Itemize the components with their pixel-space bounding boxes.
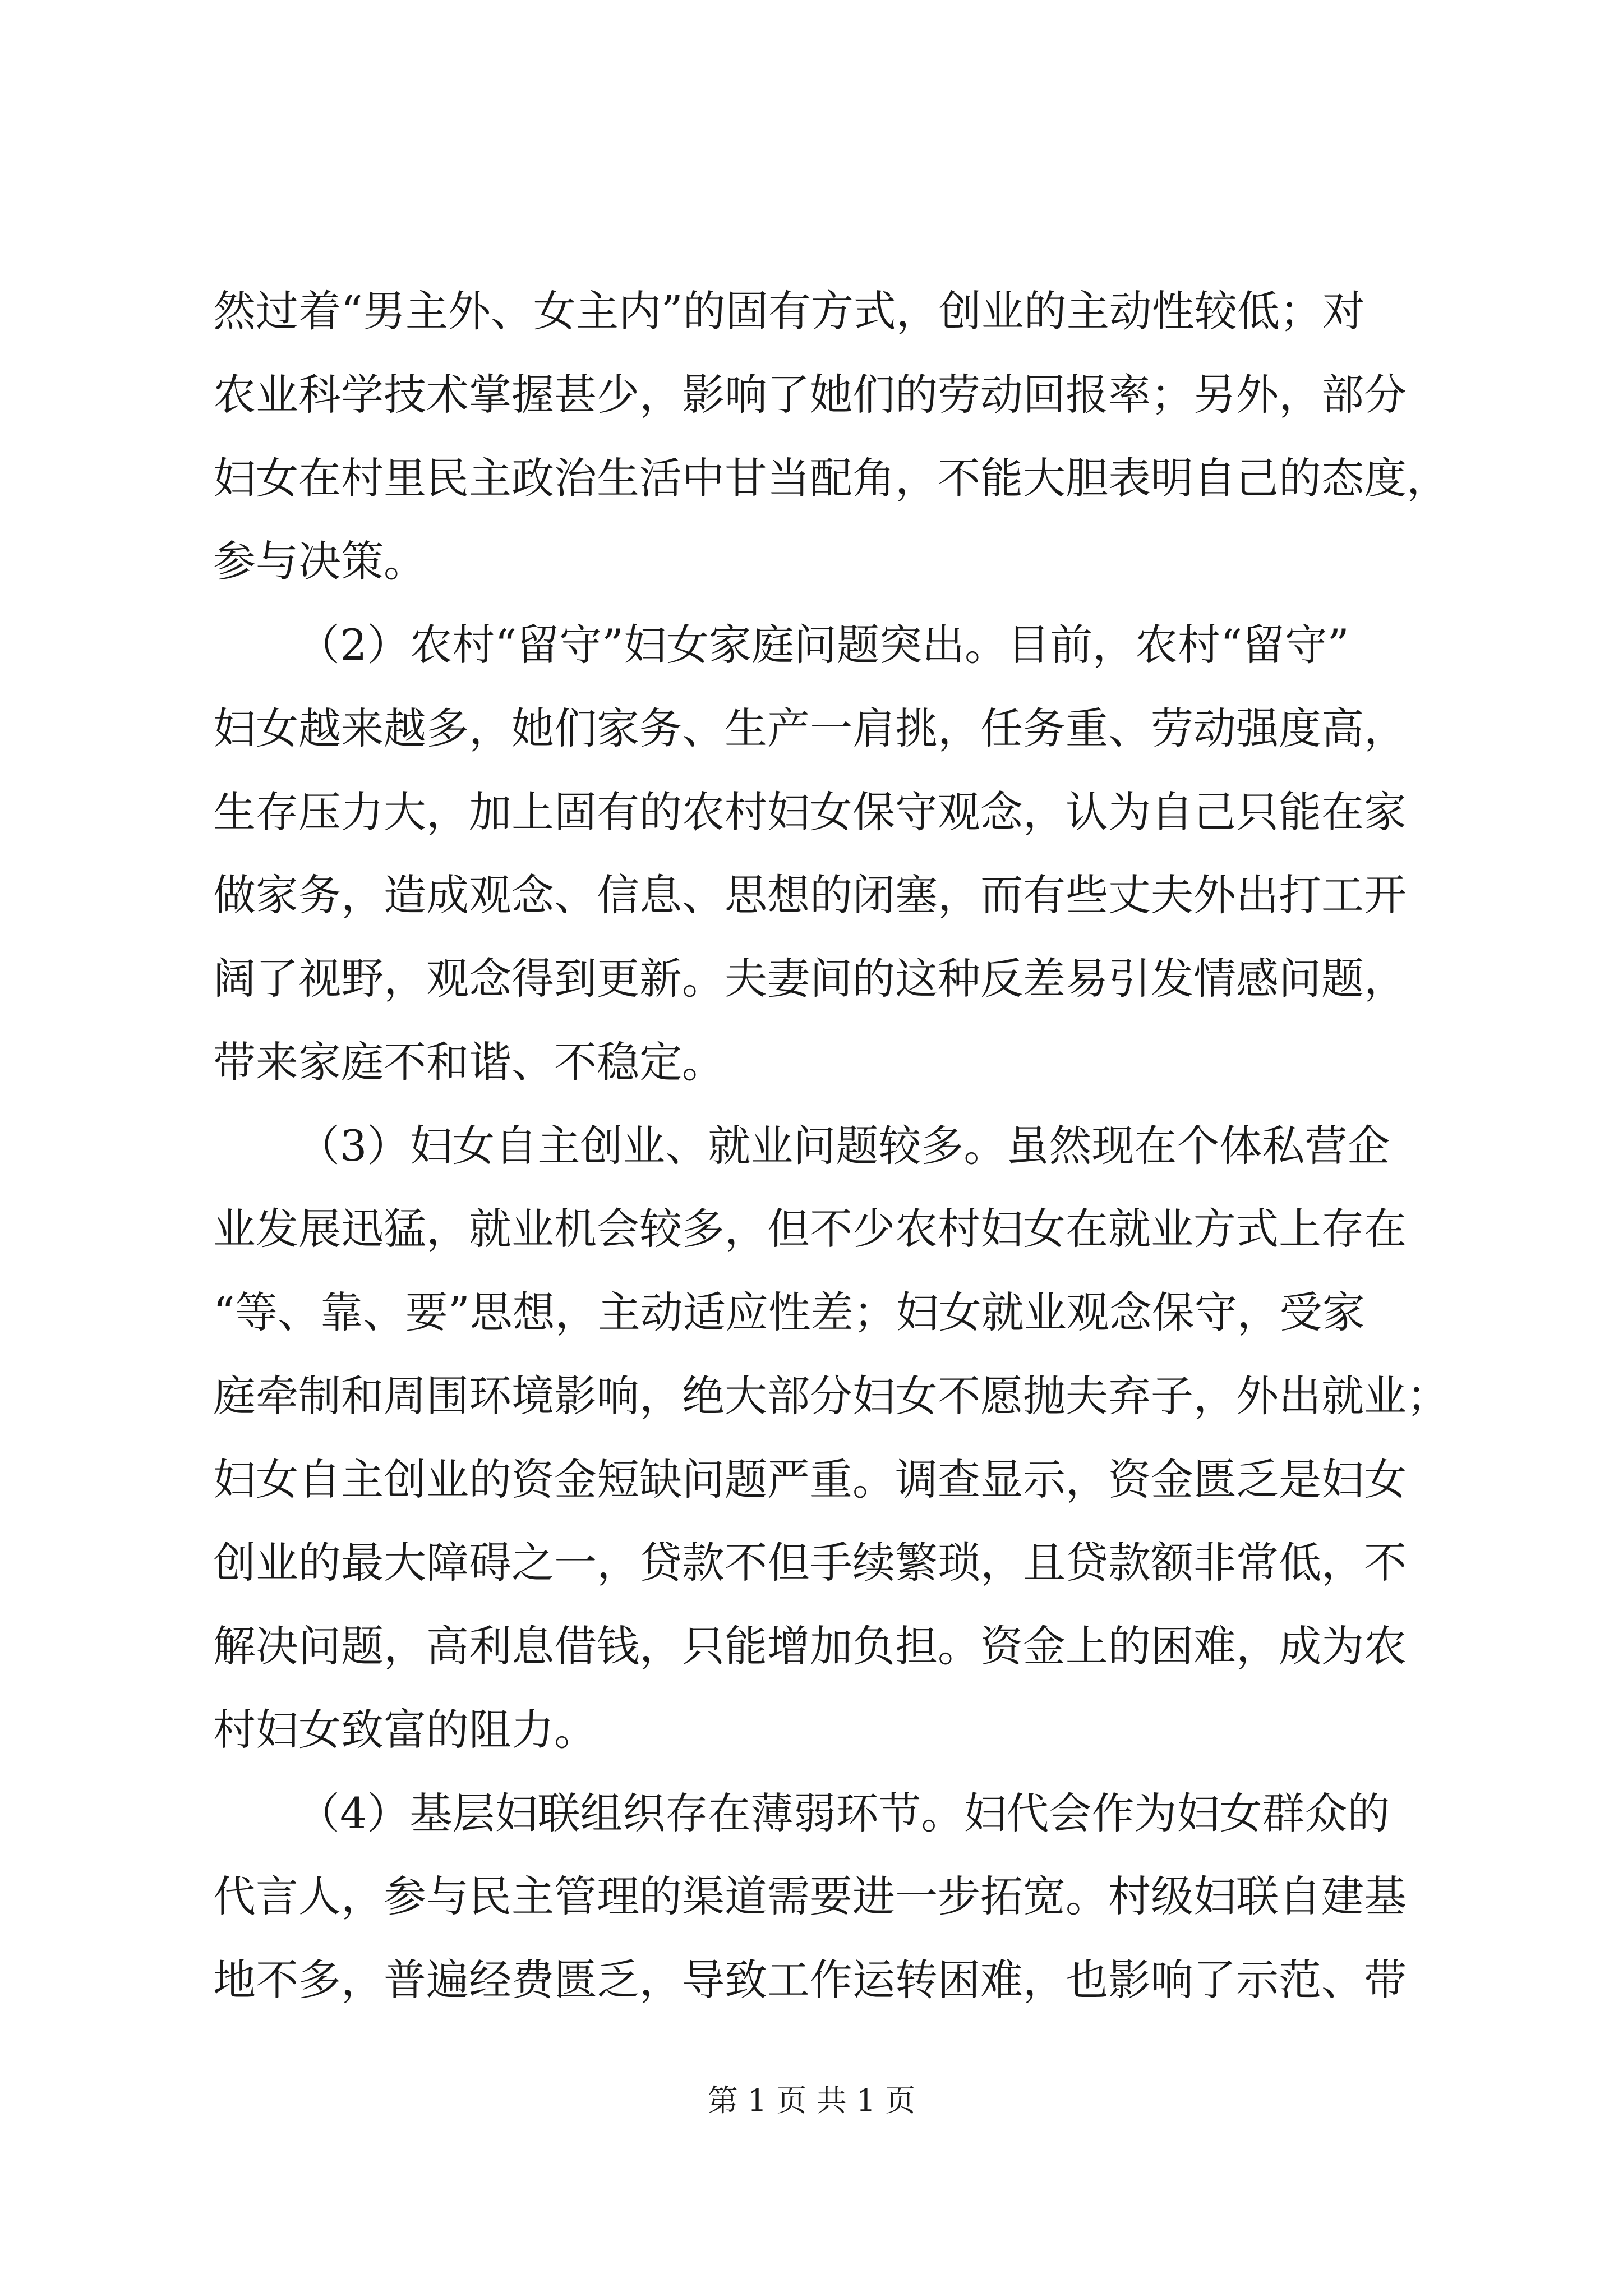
text-line: 生存压力大，加上固有的农村妇女保守观念，认为自己只能在家 — [213, 786, 1407, 837]
text-line: 代言人，参与民主管理的渠道需要进一步拓宽。村级妇联自建基 — [213, 1871, 1407, 1922]
text-line: 参与决策。 — [213, 536, 426, 587]
text-line: “等、靠、要”思想，主动适应性差；妇女就业观念保守，受家 — [213, 1287, 1365, 1337]
text-line: 带来家庭不和谐、不稳定。 — [213, 1037, 725, 1087]
text-line: 村妇女致富的阻力。 — [213, 1704, 597, 1755]
text-line: 然过着“男主外、女主内”的固有方式，创业的主动性较低；对 — [213, 286, 1365, 336]
paragraph-start-line: （2）农村“留守”妇女家庭问题突出。目前，农村“留守” — [297, 620, 1349, 670]
text-line: 妇女越来越多，她们家务、生产一肩挑，任务重、劳动强度高， — [213, 703, 1407, 753]
text-line: 做家务，造成观念、信息、思想的闭塞，而有些丈夫外出打工开 — [213, 870, 1407, 921]
text-line: 业发展迅猛，就业机会较多，但不少农村妇女在就业方式上存在 — [213, 1204, 1407, 1254]
paragraph-start-line: （3）妇女自主创业、就业问题较多。虽然现在个体私营企 — [297, 1120, 1390, 1171]
text-line: 创业的最大障碍之一，贷款不但手续繁琐，且贷款额非常低，不 — [213, 1538, 1407, 1588]
text-line: 阔了视野，观念得到更新。夫妻间的这种反差易引发情感问题， — [213, 954, 1407, 1004]
text-line: 解决问题，高利息借钱，只能增加负担。资金上的困难，成为农 — [213, 1621, 1407, 1671]
text-line: 妇女在村里民主政治生活中甘当配角，不能大胆表明自己的态度， — [213, 453, 1449, 503]
text-line: 庭牵制和周围环境影响，绝大部分妇女不愿抛夫弃子，外出就业； — [213, 1370, 1449, 1421]
paragraph-start-line: （4）基层妇联组织存在薄弱环节。妇代会作为妇女群众的 — [297, 1788, 1390, 1838]
text-line: 农业科学技术掌握甚少，影响了她们的劳动回报率；另外，部分 — [213, 369, 1407, 420]
page-number-footer: 第 1 页 共 1 页 — [707, 2083, 916, 2118]
text-line: 地不多，普遍经费匮乏，导致工作运转困难，也影响了示范、带 — [213, 1955, 1407, 2005]
text-line: 妇女自主创业的资金短缺问题严重。调查显示，资金匮乏是妇女 — [213, 1454, 1407, 1504]
